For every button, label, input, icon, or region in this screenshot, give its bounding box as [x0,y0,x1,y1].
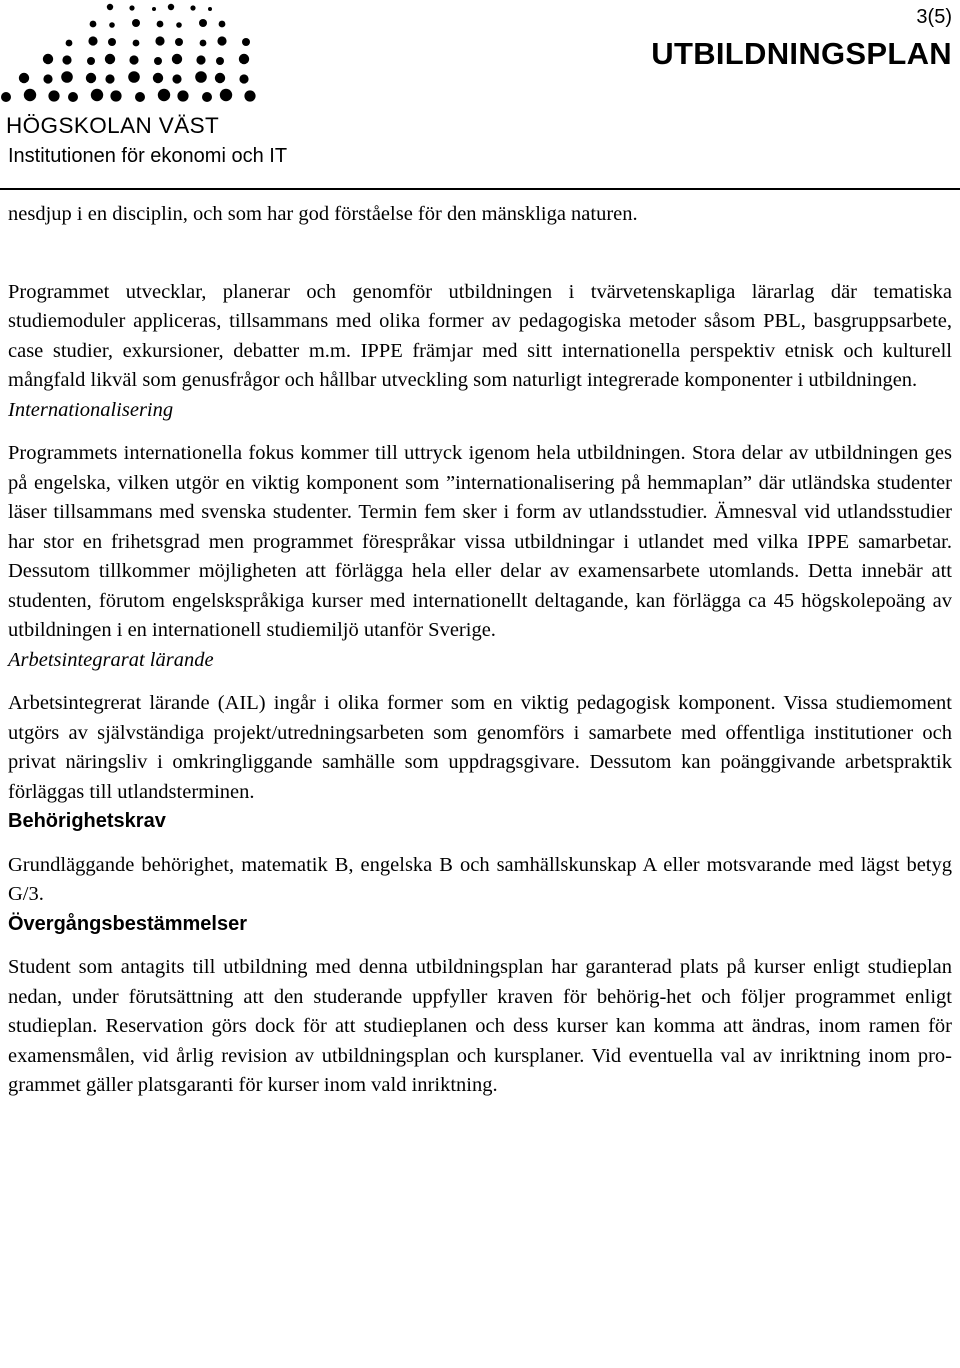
logo-dot [43,74,52,83]
logo-dot [107,4,113,10]
logo-dot [43,54,53,64]
logo-dot [105,54,115,64]
logo-dot [129,5,134,10]
page-header [0,0,960,192]
logo-dot [88,36,97,45]
logo-dot [239,54,249,64]
logo-dot [190,5,195,10]
logo-dot [215,73,225,83]
logo-dot [91,89,103,101]
logo-dot [172,54,182,64]
logo-dot [177,90,188,101]
logo-dot [168,4,174,10]
logo-dot [244,90,255,101]
logo-dot [158,89,170,101]
logo-dot [62,55,71,64]
logo-dot [66,40,73,47]
logo-dot [87,57,95,65]
logo-dot [24,89,36,101]
logo-dot [132,19,140,27]
logo-dot [154,57,162,65]
logo-dot [129,55,138,64]
logo-dot [19,73,29,83]
overgangsbestammelser-heading: Övergångsbestämmelser [8,912,248,935]
behorighetskrav-heading: Behörighetskrav [8,810,166,832]
logo-dot [128,71,140,83]
logo-dot [86,73,96,83]
logo-dot [110,90,121,101]
logo-dot [208,7,212,11]
logo-dot [105,74,114,83]
logo-dot [239,74,248,83]
logo-dot [48,90,59,101]
logo-dot [200,40,207,47]
intro-fragment: nesdjup i en disciplin, och som har god förståelse för den mänskliga naturen. [8,203,638,225]
pedagogy-paragraph: Programmet utvecklar, planerar och genomför utbildningen i tvärvetenskapliga lärarlag där tematiska studiemoduler appliceras, tillsammans med olika former av pedagogiska metoder såsom PBL, basgruppsarbete, case studier, exkursioner, debatter m.m. IPPE främjar med sitt internationella perspektiv etnisk och kulturell mångfald likväl som genusfrågor och hållbar utveckling som naturligt integrerade komponenter i utbildningen. [8,280,952,391]
logo-dot [172,74,181,83]
logo-dot [68,92,78,102]
logo-dot [202,92,212,102]
document-title: UTBILDNINGSPLAN [651,36,952,71]
behorighetskrav-text: Grundläggande behörighet, matematik B, engelska B och samhällskunskap A eller motsvarande med lägst betyg G/3. [8,853,952,905]
logo-dot [1,92,11,102]
page-number: 3(5) [916,6,952,28]
logo-dot [155,36,164,45]
internationalisering-heading: Internationalisering [8,398,174,421]
logo-dot [152,7,156,11]
logo-dot [216,57,224,65]
logo-dot [108,38,116,46]
logo-dot [220,89,232,101]
logo-dot [135,92,145,102]
logo-text: HÖGSKOLAN VÄST [6,113,220,138]
logo-dot [175,38,183,46]
arbetsintegrerat-heading: Arbetsintegrarat lärande [8,648,214,671]
logo-dot [157,21,164,28]
logo-dot [176,22,182,28]
logo-dot [133,40,140,47]
logo-dot [153,73,163,83]
logo-dot [199,19,207,27]
institution-name: Institutionen för ekonomi och IT [8,145,288,167]
logo-dot [109,22,115,28]
document-body [8,200,952,1101]
arbetsintegrerat-text: Arbetsintegrerat lärande (AIL) ingår i olika former som en viktig pedagogisk komponent. Vissa studiemoment utgörs av självständiga projekt/utredningsarbeten som genomförs i samarbete med offentliga institutioner och privat näringsliv i omkringliggande samhälle som uppdragsgivare. Dessutom kan poänggivande arbetspraktik förläggas till utlandsterminen. [8,692,952,803]
logo-dot [195,71,207,83]
logo-dot [217,36,226,45]
logo-dot [242,38,250,46]
logo-dot [196,55,205,64]
header-divider [0,188,960,190]
logo-dot [219,21,226,28]
overgangsbestammelser-text: Student som antagits till utbildning med denna utbildningsplan har garanterad plats på kurser enligt studieplan nedan, under förutsättning att den studerande uppfyller kraven för behörig-het och följer programmet enligt studieplan. Reservation görs dock för att studieplanen och dess kurser kan komma att ändras, inom ramen för examensmålen, vid årlig revision av utbildningsplan och kursplaner. Vid eventuella val av inriktning inom programmet gäller platsgaranti för kurser inom vald inriktning. [8,956,952,1096]
logo-dot [90,21,97,28]
internationalisering-text: Programmets internationella fokus kommer till uttryck igenom hela utbildningen. Stora delar av utbildningen ges på engelska, vilken utgör en viktig komponent som ”internationalisering på hemmaplan” där utländska studenter läser tillsammans med svenska studenter. Termin fem sker i form av utlandsstudier. Ämnesval vid utlandsstudier har stor en frihetsgrad men programmet förespråkar vissa utbildningar i utlandet med vilka IPPE samarbetar. Dessutom tillkommer möjligheten att förlägga hela eller delar av examensarbete utomlands. Detta innebär att studenten, förutom engelskspråkiga kurser med internationellt deltagande, kan förlägga ca 45 högskolepoäng av utbildningen i en internationell studiemiljö utanför Sverige. [8,442,952,641]
logo-dot [61,71,73,83]
